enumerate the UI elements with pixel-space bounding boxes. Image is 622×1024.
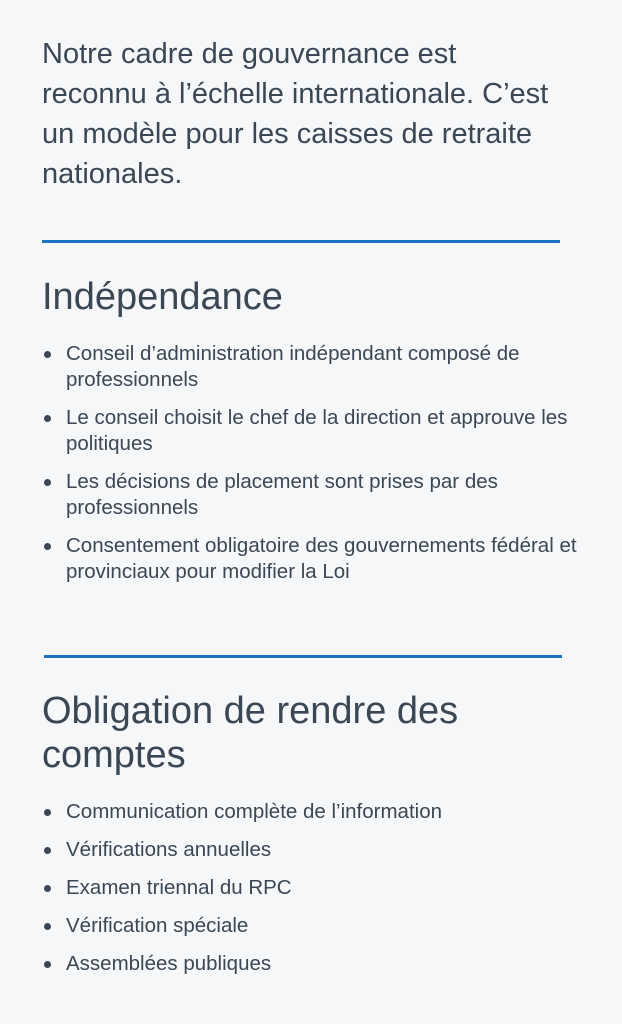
section-title-independence: Indépendance [42,276,283,318]
list-item-text: Examen triennal du RPC [66,876,292,899]
list-item-text: Communication complète de l’information [66,800,443,823]
bullet-icon [44,923,51,930]
bullet-icon [44,415,51,422]
list-item-text: Assemblées publiques [66,952,272,975]
list-item-text: Le conseil choisit le chef de la direction et approuve les politiques [66,406,568,455]
list-item [42,533,582,585]
list-item [42,913,582,939]
intro-text: Notre cadre de gouvernance est reconnu à l’échelle internationale. C’est un modèle pour les caisses de retraite nationales. [42,38,549,190]
list-item-text: Les décisions de placement sont prises par des professionnels [66,470,498,519]
list-item [42,875,582,901]
list-item [42,799,582,825]
list-item-text: Consentement obligatoire des gouvernements fédéral et provinciaux pour modifier la Loi [66,534,577,583]
list-item [42,837,582,863]
bullet-icon [44,479,51,486]
bullet-icon [44,809,51,816]
independence-list [42,341,582,597]
bullet-icon [44,351,51,358]
list-item-text: Vérifications annuelles [66,838,272,861]
section-divider [44,655,562,658]
list-item [42,405,582,457]
list-item [42,469,582,521]
list-item [42,341,582,393]
list-item-text: Vérification spéciale [66,914,249,937]
section-title-accountability: Obligation de rendre des comptes [42,690,459,776]
bullet-icon [44,543,51,550]
bullet-icon [44,961,51,968]
bullet-icon [44,847,51,854]
accountability-list [42,799,582,989]
list-item [42,951,582,977]
list-item-text: Conseil d’administration indépendant composé de professionnels [66,342,520,391]
section-divider [42,240,560,243]
bullet-icon [44,885,51,892]
